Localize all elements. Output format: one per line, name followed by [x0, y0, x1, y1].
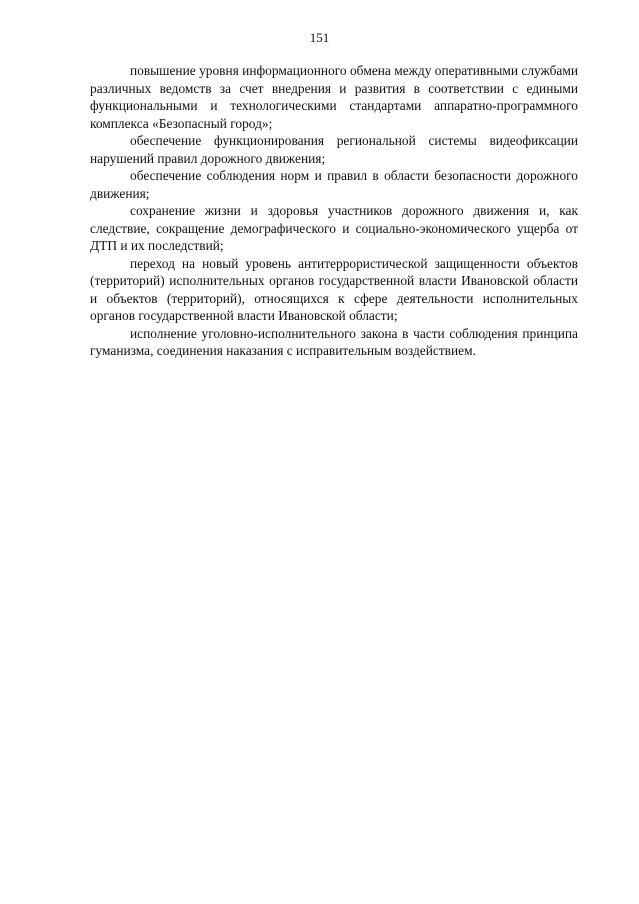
paragraph-video-fixation: обеспечение функционирования региональной системы видеофиксации нарушений правил дорожного движения;	[90, 133, 578, 166]
paragraph-life-preservation: сохранение жизни и здоровья участников дорожного движения и, как следствие, сокращение демографического и социально-экономического ущерба от ДТП и их последствий;	[90, 203, 578, 253]
document-body	[90, 62, 578, 360]
paragraph-info-exchange: повышение уровня информационного обмена между оперативными службами различных ведомств за счет внедрения и развития в соответствии с едиными функциональными и технологическими стандартами аппаратно-программного комплекса «Безопасный город»;	[90, 63, 578, 131]
paragraph-antiterror-protection: переход на новый уровень антитеррористической защищенности объектов (территорий) исполнительных органов государственной власти Ивановской области и объектов (территорий), относящихся к сфере деятельности исполнительных органов государственной власти Ивановской области;	[90, 255, 578, 323]
paragraph-road-safety-norms: обеспечение соблюдения норм и правил в области безопасности дорожного движения;	[90, 168, 578, 201]
paragraph-penal-law: исполнение уголовно-исполнительного закона в части соблюдения принципа гуманизма, соединения наказания с исправительным воздействием.	[90, 325, 578, 358]
page-number: 151	[309, 30, 330, 45]
